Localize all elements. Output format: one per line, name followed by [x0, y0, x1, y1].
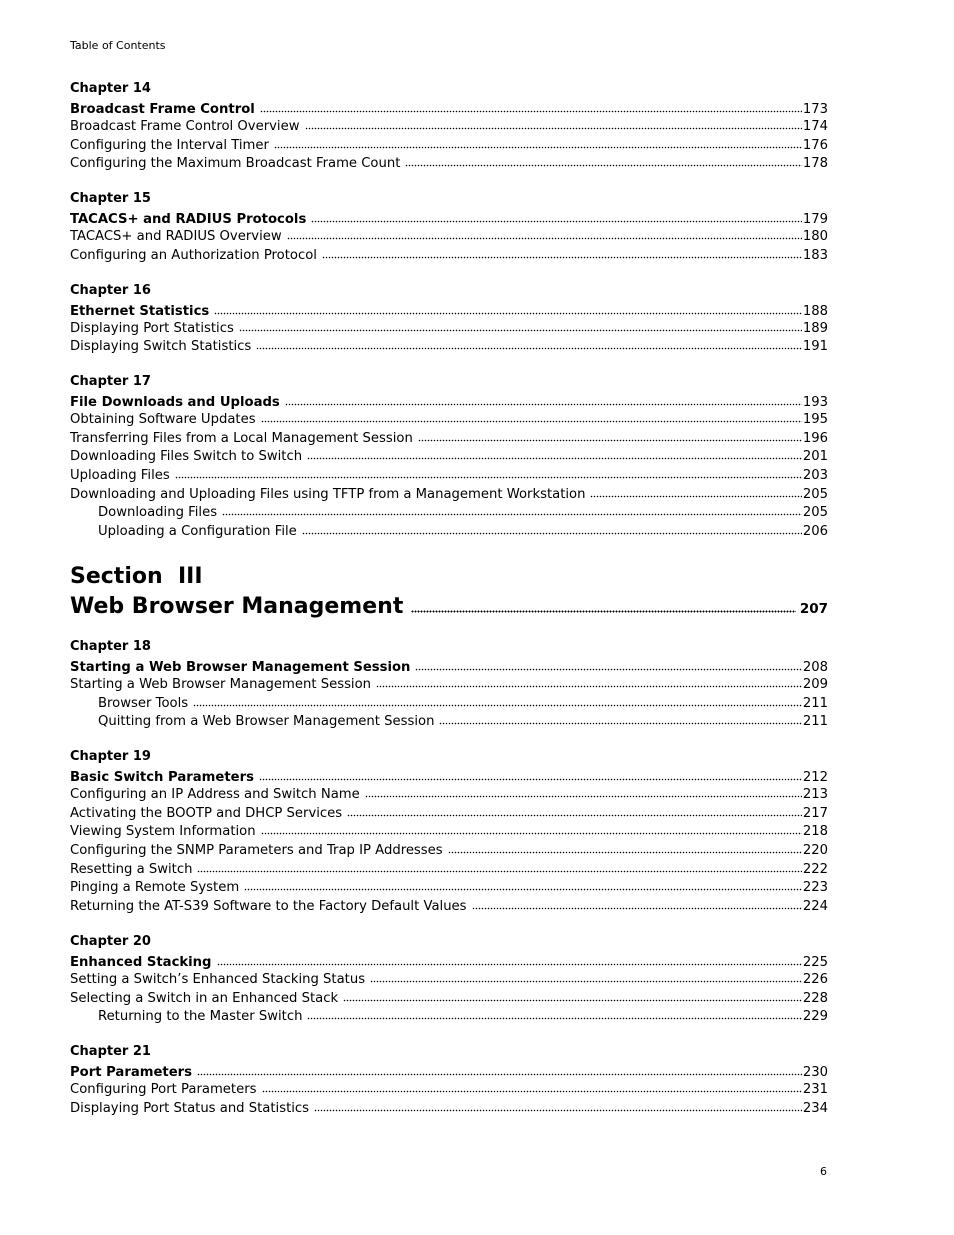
- toc-entry[interactable]: [70, 155, 828, 174]
- entry-page-number: 218: [802, 824, 828, 840]
- entry-title: Returning the AT-S39 Software to the Factory Default Values: [70, 899, 467, 915]
- dot-leader: [217, 963, 802, 966]
- entry-title: Displaying Switch Statistics: [70, 339, 252, 355]
- entry-title: Uploading Files: [70, 468, 170, 484]
- dot-leader: [175, 476, 802, 479]
- entry-title: Displaying Port Statistics: [70, 320, 234, 336]
- toc-section: [70, 562, 828, 622]
- entry-page-number: 179: [802, 212, 828, 228]
- entry-title: Starting a Web Browser Management Session: [70, 659, 411, 675]
- chapter-label: Chapter 18: [70, 638, 151, 654]
- toc-entry[interactable]: [70, 338, 828, 357]
- entry-page-number: 201: [802, 449, 828, 465]
- toc-entry[interactable]: [70, 898, 828, 917]
- entry-title: Downloading Files: [98, 505, 218, 521]
- entry-title: Configuring an IP Address and Switch Name: [70, 786, 360, 802]
- entry-page-number: 188: [802, 303, 828, 319]
- toc-entry[interactable]: [70, 320, 828, 339]
- section-title: Web Browser Management: [70, 593, 404, 619]
- toc-entry[interactable]: [70, 695, 828, 714]
- dot-leader: [262, 1090, 802, 1093]
- toc-entry[interactable]: [70, 467, 828, 486]
- toc-entry[interactable]: [70, 411, 828, 430]
- dot-leader: [285, 403, 802, 406]
- entry-page-number: 180: [802, 229, 828, 245]
- dot-leader: [274, 146, 802, 149]
- toc-entry[interactable]: [70, 823, 828, 842]
- toc-chapters-before: [70, 80, 828, 542]
- entry-page-number: 211: [802, 714, 828, 730]
- toc-entry[interactable]: [70, 861, 828, 880]
- entry-title: Pinging a Remote System: [70, 880, 240, 896]
- toc-entry[interactable]: [70, 448, 828, 467]
- toc-entry[interactable]: [70, 990, 828, 1009]
- entry-title: Starting a Web Browser Management Session: [70, 676, 372, 692]
- entry-title: Ethernet Statistics: [70, 303, 210, 319]
- entry-title: Downloading and Uploading Files using TFTP from a Management Workstation: [70, 486, 586, 502]
- entry-page-number: 178: [802, 156, 828, 172]
- entry-page-number: 196: [802, 430, 828, 446]
- toc-chapter: [70, 282, 828, 357]
- toc-chapter-title[interactable]: [70, 955, 828, 971]
- entry-title: Configuring the Maximum Broadcast Frame Count: [70, 156, 401, 172]
- entry-page-number: 205: [802, 505, 828, 521]
- toc-entry[interactable]: [70, 504, 828, 523]
- dot-leader: [448, 851, 802, 854]
- toc-entry[interactable]: [70, 879, 828, 898]
- toc-chapter: [70, 748, 828, 917]
- dot-leader: [376, 685, 802, 688]
- entry-page-number: 225: [802, 954, 828, 970]
- toc-chapter-title[interactable]: [70, 770, 828, 786]
- toc-chapter-title[interactable]: [70, 660, 828, 676]
- toc-entry[interactable]: [70, 247, 828, 266]
- dot-leader: [311, 220, 802, 223]
- entry-title: Transferring Files from a Local Management Session: [70, 430, 413, 446]
- toc-chapter-title[interactable]: [70, 1065, 828, 1081]
- entry-page-number: 224: [802, 899, 828, 915]
- entry-title: Resetting a Switch: [70, 861, 193, 877]
- entry-title: Selecting a Switch in an Enhanced Stack: [70, 990, 339, 1006]
- dot-leader: [197, 870, 801, 873]
- entry-page-number: 173: [802, 102, 828, 117]
- dot-leader: [590, 495, 801, 498]
- dot-leader: [239, 329, 802, 332]
- chapter-label: Chapter 21: [70, 1043, 151, 1059]
- section-page-number: 207: [799, 600, 828, 617]
- chapter-label: Chapter 16: [70, 282, 151, 298]
- entry-page-number: 217: [802, 805, 828, 821]
- toc-chapter: [70, 190, 828, 265]
- toc-entry[interactable]: [70, 713, 828, 732]
- entry-title: Obtaining Software Updates: [70, 411, 256, 427]
- entry-page-number: 195: [802, 411, 828, 427]
- chapter-label: Chapter 17: [70, 373, 151, 389]
- running-header: Table of Contents: [70, 39, 166, 52]
- entry-page-number: 206: [802, 524, 828, 540]
- entry-title: File Downloads and Uploads: [70, 394, 280, 410]
- dot-leader: [259, 778, 802, 781]
- entry-title: Port Parameters: [70, 1064, 193, 1080]
- toc-entry[interactable]: [70, 676, 828, 695]
- toc-entry[interactable]: [70, 786, 828, 805]
- toc-entry[interactable]: [70, 842, 828, 861]
- entry-title: TACACS+ and RADIUS Protocols: [70, 212, 307, 228]
- toc-chapter-title[interactable]: [70, 212, 828, 228]
- dot-leader: [472, 907, 802, 910]
- entry-page-number: 189: [802, 320, 828, 336]
- entry-title: Configuring the SNMP Parameters and Trap IP Addresses: [70, 843, 443, 859]
- entry-page-number: 203: [802, 468, 828, 484]
- toc-content: [70, 80, 828, 1134]
- dot-leader: [244, 888, 802, 891]
- entry-title: Configuring the Interval Timer: [70, 137, 269, 153]
- dot-leader: [322, 256, 802, 259]
- toc-entry[interactable]: [70, 118, 828, 137]
- dot-leader: [415, 668, 801, 671]
- entry-title: Downloading Files Switch to Switch: [70, 449, 303, 465]
- entry-title: Displaying Port Status and Statistics: [70, 1100, 310, 1116]
- entry-page-number: 220: [802, 843, 828, 859]
- toc-entry[interactable]: [70, 137, 828, 156]
- toc-chapter: [70, 80, 828, 174]
- dot-leader: [439, 722, 801, 725]
- dot-leader: [197, 1073, 802, 1076]
- entry-title: Browser Tools: [98, 695, 189, 711]
- entry-page-number: 205: [802, 486, 828, 502]
- chapter-label: Chapter 14: [70, 81, 151, 96]
- entry-page-number: 176: [802, 137, 828, 153]
- entry-title: Broadcast Frame Control: [70, 102, 255, 117]
- dot-leader: [411, 610, 795, 613]
- entry-title: Configuring Port Parameters: [70, 1081, 257, 1097]
- entry-page-number: 174: [802, 119, 828, 134]
- toc-entry[interactable]: [70, 1008, 828, 1027]
- dot-leader: [307, 457, 802, 460]
- entry-page-number: 223: [802, 880, 828, 896]
- dot-leader: [287, 237, 802, 240]
- entry-page-number: 222: [802, 861, 828, 877]
- dot-leader: [261, 832, 802, 835]
- entry-page-number: 230: [802, 1064, 828, 1080]
- dot-leader: [222, 513, 802, 516]
- dot-leader: [305, 127, 802, 130]
- dot-leader: [302, 532, 802, 535]
- dot-leader: [214, 312, 802, 315]
- dot-leader: [260, 110, 802, 113]
- entry-page-number: 228: [802, 990, 828, 1006]
- dot-leader: [418, 439, 802, 442]
- entry-page-number: 231: [802, 1081, 828, 1097]
- entry-page-number: 229: [802, 1009, 828, 1025]
- toc-chapter: [70, 933, 828, 1027]
- dot-leader: [307, 1017, 801, 1020]
- entry-page-number: 183: [802, 247, 828, 263]
- toc-entry[interactable]: [70, 805, 828, 824]
- chapter-label: Chapter 15: [70, 191, 151, 207]
- entry-title: Broadcast Frame Control Overview: [70, 119, 300, 134]
- entry-page-number: 212: [802, 769, 828, 785]
- entry-page-number: 209: [802, 676, 828, 692]
- section-title-row[interactable]: [70, 592, 828, 622]
- toc-entry[interactable]: [70, 430, 828, 449]
- entry-title: Viewing System Information: [70, 824, 256, 840]
- entry-title: TACACS+ and RADIUS Overview: [70, 229, 282, 245]
- dot-leader: [261, 420, 802, 423]
- entry-page-number: 234: [802, 1100, 828, 1116]
- entry-title: Activating the BOOTP and DHCP Services: [70, 805, 343, 821]
- toc-entry[interactable]: [70, 486, 828, 505]
- dot-leader: [347, 814, 802, 817]
- entry-title: Basic Switch Parameters: [70, 769, 254, 785]
- entry-page-number: 193: [802, 394, 828, 410]
- dot-leader: [193, 704, 802, 707]
- dot-leader: [343, 999, 802, 1002]
- toc-entry[interactable]: [70, 523, 828, 542]
- toc-chapter-title[interactable]: [70, 304, 828, 320]
- toc-chapter-title[interactable]: [70, 395, 828, 411]
- dot-leader: [370, 980, 802, 983]
- dot-leader: [256, 347, 802, 350]
- entry-page-number: 208: [802, 659, 828, 675]
- toc-entry[interactable]: [70, 1100, 828, 1119]
- toc-entry[interactable]: [70, 228, 828, 247]
- dot-leader: [314, 1109, 802, 1112]
- entry-page-number: 226: [802, 971, 828, 987]
- toc-chapter: [70, 638, 828, 732]
- toc-chapter-title[interactable]: [70, 102, 828, 118]
- chapter-label: Chapter 19: [70, 748, 151, 764]
- dot-leader: [405, 164, 801, 167]
- toc-entry[interactable]: [70, 971, 828, 990]
- entry-title: Setting a Switch’s Enhanced Stacking Status: [70, 971, 366, 987]
- section-label: Section III: [70, 563, 203, 589]
- entry-title: Configuring an Authorization Protocol: [70, 247, 317, 263]
- toc-chapter: [70, 1043, 828, 1118]
- toc-chapter: [70, 373, 828, 542]
- entry-title: Uploading a Configuration File: [98, 524, 297, 540]
- dot-leader: [365, 795, 802, 798]
- entry-page-number: 211: [802, 695, 828, 711]
- page-number: 6: [820, 1165, 827, 1178]
- toc-entry[interactable]: [70, 1081, 828, 1100]
- entry-page-number: 191: [802, 339, 828, 355]
- entry-title: Returning to the Master Switch: [98, 1009, 303, 1025]
- entry-title: Enhanced Stacking: [70, 954, 212, 970]
- toc-chapters-after: [70, 638, 828, 1119]
- entry-page-number: 213: [802, 786, 828, 802]
- chapter-label: Chapter 20: [70, 933, 151, 949]
- entry-title: Quitting from a Web Browser Management Session: [98, 714, 435, 730]
